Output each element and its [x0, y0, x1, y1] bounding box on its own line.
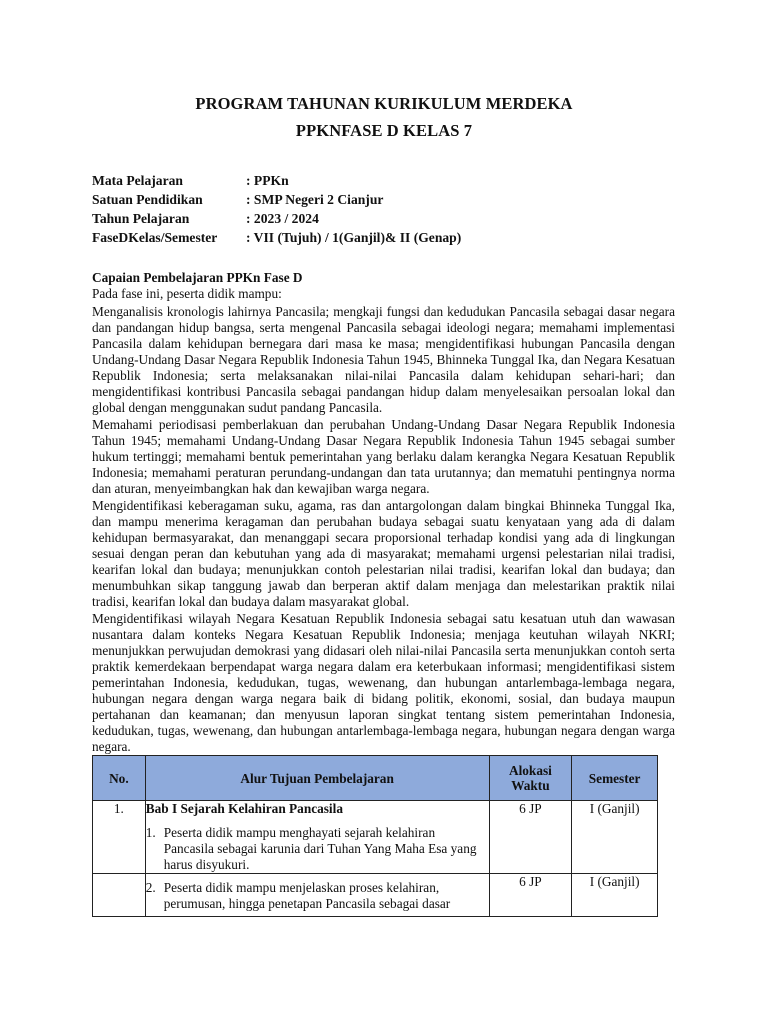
objective-number: 1. [145, 825, 156, 840]
header-alokasi [489, 756, 572, 801]
header-alokasi-line2: Waktu [511, 778, 550, 793]
meta-value: : VII (Tujuh) / 1(Ganjil)& II (Genap) [246, 230, 462, 245]
meta-row-year [92, 209, 461, 228]
objective-item [146, 825, 489, 873]
meta-value: : PPKn [246, 173, 289, 188]
learning-objectives-table [92, 755, 658, 917]
meta-label: FaseDKelas/Semester [92, 230, 218, 245]
table-header-row [93, 756, 658, 801]
meta-label: Tahun Pelajaran [92, 211, 190, 226]
row-objective [145, 874, 489, 917]
meta-row-class-semester [92, 228, 461, 247]
row-semester: I (Ganjil) [572, 874, 658, 917]
objective-item [146, 880, 489, 912]
objective-text: Peserta didik mampu menghayati sejarah kelahiran Pancasila sebagai karunia dari Tuhan Yang Maha Esa yang harus disyukuri. [163, 825, 477, 872]
document-subtitle: PPKNFASE D KELAS 7 [295, 121, 473, 140]
header-alur: Alur Tujuan Pembelajaran [145, 756, 489, 801]
header-semester: Semester [572, 756, 658, 801]
meta-row-school [92, 190, 461, 209]
header-no: No. [93, 756, 146, 801]
intro-text: Pada fase ini, peserta didik mampu: [92, 286, 282, 301]
row-alokasi: 6 JP [489, 801, 572, 874]
document-title: PROGRAM TAHUNAN KURIKULUM MERDEKA [195, 94, 573, 113]
row-number: 1. [93, 801, 146, 874]
capaian-section [92, 269, 675, 756]
metadata-block [92, 171, 461, 247]
objective-number: 2. [145, 880, 156, 895]
meta-value: : SMP Negeri 2 Cianjur [246, 192, 384, 207]
meta-label: Satuan Pendidikan [92, 192, 203, 207]
row-semester: I (Ganjil) [572, 801, 658, 874]
paragraph: Mengidentifikasi wilayah Negara Kesatuan Republik Indonesia sebagai satu kesatuan utuh dan wawasan nusantara dalam konteks Negara Kesatuan Republik Indonesia; menjaga keutuhan wilayah NKRI; menunjukkan perwujudan demokrasi yang didasari oleh nilai-nilai Pancasila serta menunjukkan contoh serta praktik kemerdekaan berpendapat warga negara dalam era keterbukaan informasi; mengidentifikasi sistem pemerintahan Indonesia, kedudukan, tugas, wewenang, dan hubungan antarlembaga-lembaga negara, hubungan negara dengan warga negara baik di bidang politik, ekonomi, sosial, dan budaya maupun pertahanan dan keamanan; dan menyusun laporan singkat tentang sistem pemerintahan Indonesia, kedudukan, tugas, wewenang, dan hubungan antarlembaga-lembaga negara, hubungan negara dengan warga negara. [92, 611, 675, 754]
paragraph: Menganalisis kronologis lahirnya Pancasila; mengkaji fungsi dan kedudukan Pancasila sebagai dasar negara dan pandangan hidup bangsa, serta mengenal Pancasila sebagai ideologi negara; memahami implementasi Pancasila dalam kehidupan bernegara dari masa ke masa; mengidentifikasi hubungan Pancasila dengan Undang-Undang Dasar Negara Republik Indonesia Tahun 1945, Bhinneka Tunggal Ika, dan Negara Kesatuan Republik Indonesia; serta melaksanakan nilai-nilai Pancasila dalam kehidupan sehari-hari; dan mengidentifikasi kontribusi Pancasila sebagai pandangan hidup dalam menyelesaikan persoalan lokal dan global dengan menggunakan sudut pandang Pancasila. [92, 304, 675, 415]
row-number [93, 874, 146, 917]
table-row [93, 874, 658, 917]
section-heading: Capaian Pembelajaran PPKn Fase D [92, 270, 303, 285]
chapter-title: Bab I Sejarah Kelahiran Pancasila [145, 801, 343, 816]
meta-label: Mata Pelajaran [92, 173, 183, 188]
table-row [93, 801, 658, 874]
header-alokasi-line1: Alokasi [508, 763, 552, 778]
paragraph: Memahami periodisasi pemberlakuan dan perubahan Undang-Undang Dasar Negara Republik Indonesia Tahun 1945; memahami Undang-Undang Dasar Negara Republik Indonesia Tahun 1945 sebagai sumber hukum tertinggi; memahami bentuk pemerintahan yang berlaku dalam kerangka Negara Kesatuan Republik Indonesia; memahami peraturan perundang-undangan dan tata urutannya; dan mematuhi pentingnya norma dan aturan, menyeimbangkan hak dan kewajiban warga negara. [92, 417, 675, 496]
meta-value: : 2023 / 2024 [246, 211, 319, 226]
objective-text: Peserta didik mampu menjelaskan proses kelahiran, perumusan, hingga penetapan Pancasila sebagai dasar [163, 880, 451, 911]
paragraph: Mengidentifikasi keberagaman suku, agama, ras dan antargolongan dalam bingkai Bhinneka Tunggal Ika, dan mampu menerima keragaman dan perubahan budaya sebagai suatu kenyataan yang ada di dalam kehidupan bermasyarakat, dan menanggapi secara proporsional terhadap kondisi yang ada di lingkungan sesuai dengan peran dan kebutuhan yang ada di masyarakat; memahami urgensi pelestarian nilai tradisi, kearifan lokal dan budaya; menunjukkan contoh pelestarian nilai tradisi, kearifan lokal dan budaya; dan menumbuhkan sikap tanggung jawab dan berperan aktif dalam menjaga dan melestarikan praktik nilai tradisi, kearifan lokal dan budaya dalam masyarakat global. [92, 498, 675, 609]
row-alokasi: 6 JP [489, 874, 572, 917]
meta-row-subject [92, 171, 461, 190]
row-objective [145, 801, 489, 874]
